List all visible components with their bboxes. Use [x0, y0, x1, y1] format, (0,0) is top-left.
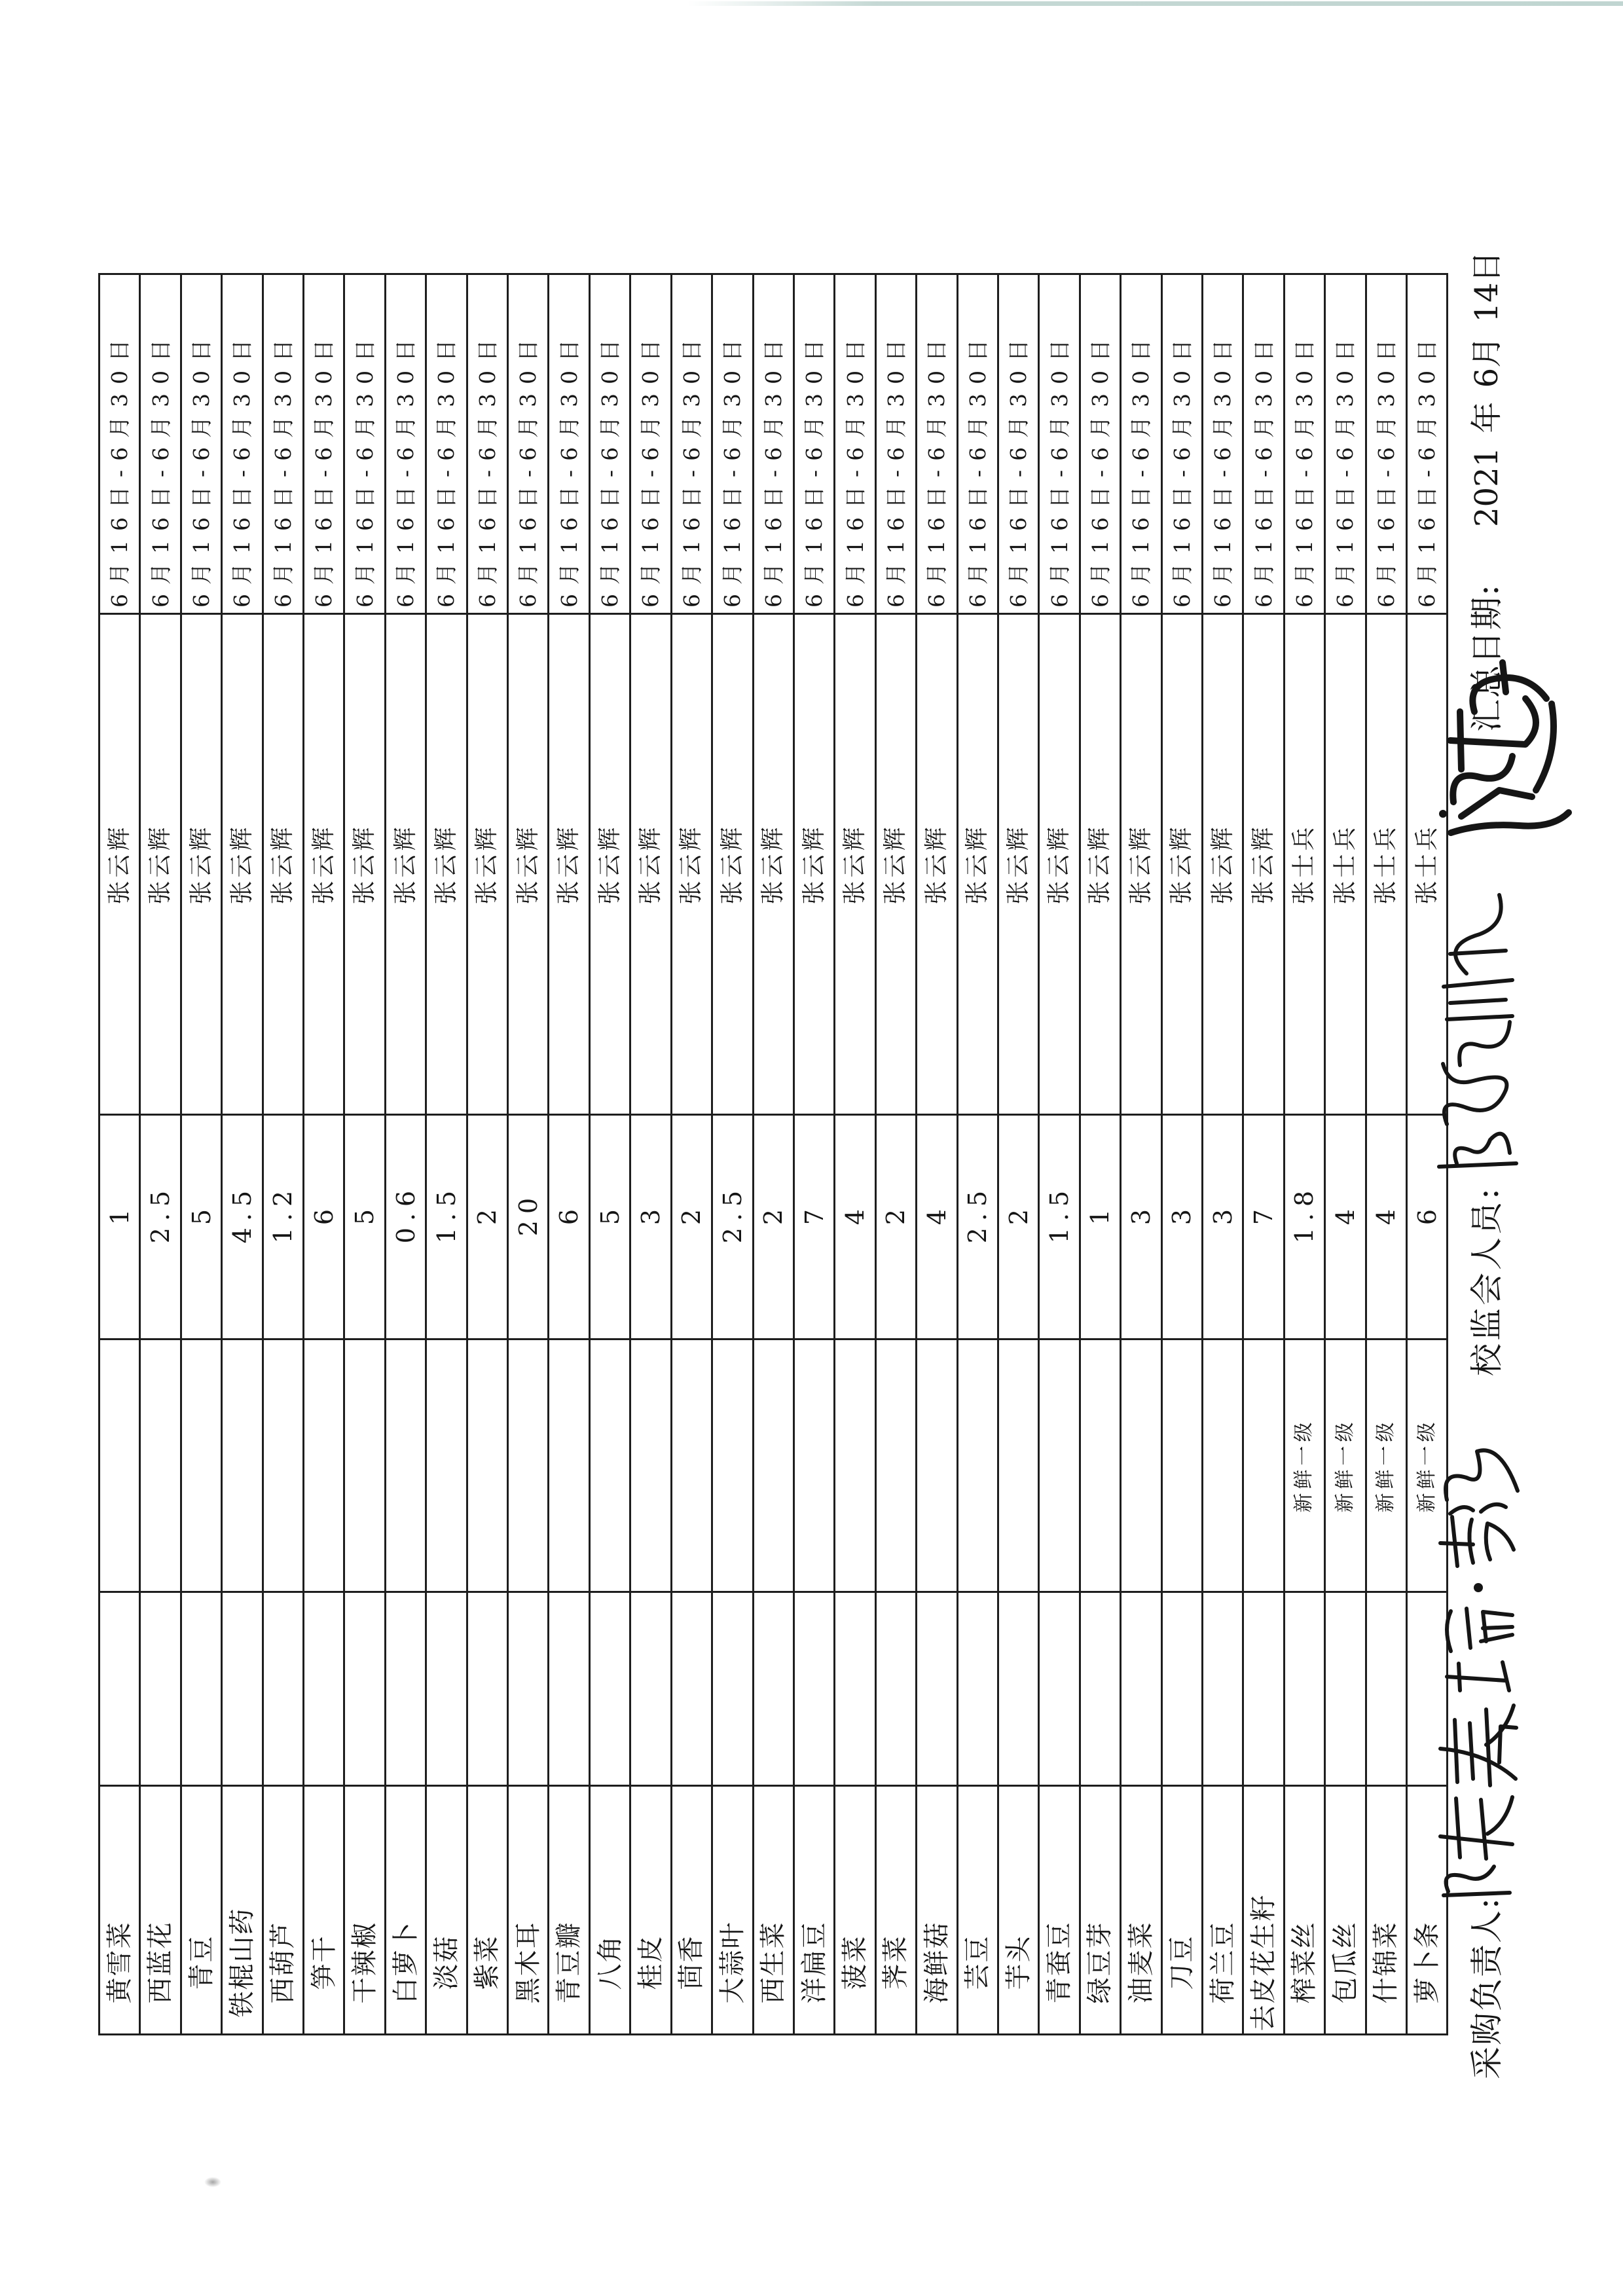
quantity-cell: 2: [998, 1115, 1038, 1339]
table-row: [917, 274, 957, 2035]
grade-cell: [100, 1339, 140, 1592]
blank-cell: [426, 1592, 467, 1786]
blank-cell: [589, 1592, 630, 1786]
blank-cell: [1325, 1592, 1366, 1786]
person-cell: 张云辉: [140, 614, 181, 1115]
period-cell: 6月16日-6月30日: [1080, 274, 1120, 614]
period-cell: 6月16日-6月30日: [957, 274, 998, 614]
period-cell: 6月16日-6月30日: [100, 274, 140, 614]
blank-cell: [549, 1592, 589, 1786]
table-row: [263, 274, 303, 2035]
period-cell: 6月16日-6月30日: [508, 274, 549, 614]
grade-cell: [712, 1339, 753, 1592]
grade-cell: [508, 1339, 549, 1592]
summary-date-label: 汇总日期:: [1468, 583, 1506, 732]
item-name-cell: 海鲜菇: [917, 1786, 957, 2035]
blank-cell: [875, 1592, 916, 1786]
quantity-cell: 6: [304, 1115, 344, 1339]
table-body: [100, 274, 1448, 2035]
table-row: [1121, 274, 1161, 2035]
quantity-cell: 2: [875, 1115, 916, 1339]
quantity-cell: 1: [1080, 1115, 1120, 1339]
period-cell: 6月16日-6月30日: [1243, 274, 1284, 614]
blank-cell: [630, 1592, 671, 1786]
table-row: [793, 274, 834, 2035]
period-cell: 6月16日-6月30日: [344, 274, 385, 614]
item-name-cell: 大蒜叶: [712, 1786, 753, 2035]
item-name-cell: 干辣椒: [344, 1786, 385, 2035]
quantity-cell: 2: [467, 1115, 507, 1339]
quantity-cell: 1: [100, 1115, 140, 1339]
grade-cell: 新鲜一级: [1407, 1339, 1448, 1592]
person-cell: 张云辉: [467, 614, 507, 1115]
period-cell: 6月16日-6月30日: [549, 274, 589, 614]
table-row: [1202, 274, 1243, 2035]
period-cell: 6月16日-6月30日: [630, 274, 671, 614]
grade-cell: 新鲜一级: [1284, 1339, 1324, 1592]
period-cell: 6月16日-6月30日: [140, 274, 181, 614]
grade-cell: [1243, 1339, 1284, 1592]
person-cell: 张士兵: [1366, 614, 1406, 1115]
period-cell: 6月16日-6月30日: [1202, 274, 1243, 614]
item-name-cell: 萝卜条: [1407, 1786, 1448, 2035]
quantity-cell: 3: [1121, 1115, 1161, 1339]
grade-cell: [140, 1339, 181, 1592]
person-cell: 张云辉: [1039, 614, 1080, 1115]
table-row: [304, 274, 344, 2035]
blank-cell: [1039, 1592, 1080, 1786]
blank-cell: [1161, 1592, 1202, 1786]
item-name-cell: 笋干: [304, 1786, 344, 2035]
item-name-cell: 黑木耳: [508, 1786, 549, 2035]
person-cell: 张云辉: [549, 614, 589, 1115]
quantity-cell: 2.5: [140, 1115, 181, 1339]
person-cell: 张云辉: [304, 614, 344, 1115]
purchase-lead-label: 采购负责人:: [1468, 1897, 1506, 2079]
quantity-cell: 4: [1325, 1115, 1366, 1339]
grade-cell: [467, 1339, 507, 1592]
person-cell: 张云辉: [1243, 614, 1284, 1115]
table-row: [957, 274, 998, 2035]
item-name-cell: 油麦菜: [1121, 1786, 1161, 2035]
item-name-cell: 桂皮: [630, 1786, 671, 2035]
grade-cell: [1202, 1339, 1243, 1592]
item-name-cell: 洋扁豆: [793, 1786, 834, 2035]
grade-cell: [304, 1339, 344, 1592]
period-cell: 6月16日-6月30日: [793, 274, 834, 614]
item-name-cell: 包瓜丝: [1325, 1786, 1366, 2035]
period-cell: 6月16日-6月30日: [712, 274, 753, 614]
item-name-cell: 西生菜: [753, 1786, 793, 2035]
supervisor-label: 校监会人员:: [1468, 1186, 1506, 1376]
blank-cell: [1243, 1592, 1284, 1786]
table-row: [1407, 274, 1448, 2035]
item-name-cell: 去皮花生籽: [1243, 1786, 1284, 2035]
person-cell: 张云辉: [344, 614, 385, 1115]
table-row: [753, 274, 793, 2035]
person-cell: 张云辉: [671, 614, 712, 1115]
item-name-cell: 荷兰豆: [1202, 1786, 1243, 2035]
table-row: [1161, 274, 1202, 2035]
quantity-cell: 3: [1202, 1115, 1243, 1339]
person-cell: 张云辉: [630, 614, 671, 1115]
signature-purchase-lead: [1440, 1450, 1518, 1895]
period-cell: 6月16日-6月30日: [998, 274, 1038, 614]
quantity-cell: 2: [671, 1115, 712, 1339]
period-cell: 6月16日-6月30日: [917, 274, 957, 614]
person-cell: 张云辉: [998, 614, 1038, 1115]
person-cell: 张云辉: [835, 614, 875, 1115]
item-name-cell: 淡菇: [426, 1786, 467, 2035]
quantity-cell: 3: [1161, 1115, 1202, 1339]
item-name-cell: 青蚕豆: [1039, 1786, 1080, 2035]
item-name-cell: 白萝卜: [385, 1786, 426, 2035]
grade-cell: [671, 1339, 712, 1592]
quantity-cell: 4.5: [222, 1115, 263, 1339]
person-cell: 张云辉: [1080, 614, 1120, 1115]
person-cell: 张士兵: [1284, 614, 1324, 1115]
person-cell: 张士兵: [1325, 614, 1366, 1115]
blank-cell: [222, 1592, 263, 1786]
person-cell: 张云辉: [385, 614, 426, 1115]
quantity-cell: 7: [793, 1115, 834, 1339]
period-cell: 6月16日-6月30日: [589, 274, 630, 614]
period-cell: 6月16日-6月30日: [1325, 274, 1366, 614]
blank-cell: [1284, 1592, 1324, 1786]
item-name-cell: 铁棍山药: [222, 1786, 263, 2035]
signature-supervisor: [1439, 895, 1516, 1167]
item-name-cell: 荠菜: [875, 1786, 916, 2035]
table-row: [630, 274, 671, 2035]
table-row: [1039, 274, 1080, 2035]
item-name-cell: 绿豆芽: [1080, 1786, 1120, 2035]
person-cell: 张云辉: [1121, 614, 1161, 1115]
blank-cell: [671, 1592, 712, 1786]
grade-cell: [875, 1339, 916, 1592]
person-cell: 张云辉: [753, 614, 793, 1115]
grade-cell: [426, 1339, 467, 1592]
summary-date-value: 2021 年 6月 14日: [1468, 251, 1505, 527]
person-cell: 张云辉: [222, 614, 263, 1115]
quantity-cell: 2.5: [712, 1115, 753, 1339]
table-row: [426, 274, 467, 2035]
period-cell: 6月16日-6月30日: [467, 274, 507, 614]
person-cell: 张云辉: [100, 614, 140, 1115]
grade-cell: [793, 1339, 834, 1592]
grade-cell: [753, 1339, 793, 1592]
blank-cell: [793, 1592, 834, 1786]
table-row: [549, 274, 589, 2035]
quantity-cell: 1.2: [263, 1115, 303, 1339]
table-row: [467, 274, 507, 2035]
grade-cell: [1080, 1339, 1120, 1592]
table-row: [1080, 274, 1120, 2035]
grade-cell: [998, 1339, 1038, 1592]
quantity-cell: 7: [1243, 1115, 1284, 1339]
table-row: [1243, 274, 1284, 2035]
person-cell: 张云辉: [1202, 614, 1243, 1115]
table-row: [508, 274, 549, 2035]
table-row: [875, 274, 916, 2035]
period-cell: 6月16日-6月30日: [835, 274, 875, 614]
procurement-table: [98, 273, 1448, 2035]
quantity-cell: 2: [753, 1115, 793, 1339]
period-cell: 6月16日-6月30日: [1161, 274, 1202, 614]
blank-cell: [753, 1592, 793, 1786]
item-name-cell: 黄雪菜: [100, 1786, 140, 2035]
quantity-cell: 3: [630, 1115, 671, 1339]
period-cell: 6月16日-6月30日: [1407, 274, 1448, 614]
period-cell: 6月16日-6月30日: [875, 274, 916, 614]
person-cell: 张云辉: [1161, 614, 1202, 1115]
quantity-cell: 4: [917, 1115, 957, 1339]
table-row: [222, 274, 263, 2035]
blank-cell: [1366, 1592, 1406, 1786]
person-cell: 张云辉: [917, 614, 957, 1115]
item-name-cell: 茴香: [671, 1786, 712, 2035]
blank-cell: [467, 1592, 507, 1786]
blank-cell: [140, 1592, 181, 1786]
quantity-cell: 1.8: [1284, 1115, 1324, 1339]
item-name-cell: 什锦菜: [1366, 1786, 1406, 2035]
period-cell: 6月16日-6月30日: [181, 274, 221, 614]
grade-cell: [835, 1339, 875, 1592]
table-row: [1366, 274, 1406, 2035]
item-name-cell: 紫菜: [467, 1786, 507, 2035]
blank-cell: [957, 1592, 998, 1786]
quantity-cell: 5: [344, 1115, 385, 1339]
person-cell: 张云辉: [426, 614, 467, 1115]
table-row: [671, 274, 712, 2035]
item-name-cell: 刀豆: [1161, 1786, 1202, 2035]
blank-cell: [712, 1592, 753, 1786]
blank-cell: [917, 1592, 957, 1786]
blank-cell: [263, 1592, 303, 1786]
table-row: [181, 274, 221, 2035]
table-row: [140, 274, 181, 2035]
quantity-cell: 4: [1366, 1115, 1406, 1339]
table-row: [100, 274, 140, 2035]
quantity-cell: 2.5: [957, 1115, 998, 1339]
period-cell: 6月16日-6月30日: [263, 274, 303, 614]
grade-cell: 新鲜一级: [1325, 1339, 1366, 1592]
period-cell: 6月16日-6月30日: [1284, 274, 1324, 614]
table-row: [344, 274, 385, 2035]
blank-cell: [1407, 1592, 1448, 1786]
blank-cell: [100, 1592, 140, 1786]
grade-cell: [1121, 1339, 1161, 1592]
period-cell: 6月16日-6月30日: [671, 274, 712, 614]
person-cell: 张云辉: [875, 614, 916, 1115]
item-name-cell: 八角: [589, 1786, 630, 2035]
item-name-cell: 菠菜: [835, 1786, 875, 2035]
blank-cell: [1121, 1592, 1161, 1786]
grade-cell: [181, 1339, 221, 1592]
person-cell: 张云辉: [712, 614, 753, 1115]
grade-cell: [589, 1339, 630, 1592]
table-row: [835, 274, 875, 2035]
table-row: [998, 274, 1038, 2035]
quantity-cell: 5: [181, 1115, 221, 1339]
grade-cell: [344, 1339, 385, 1592]
table-row: [1325, 274, 1366, 2035]
blank-cell: [1080, 1592, 1120, 1786]
item-name-cell: 西蓝花: [140, 1786, 181, 2035]
grade-cell: [1161, 1339, 1202, 1592]
item-name-cell: 芸豆: [957, 1786, 998, 2035]
table-row: [385, 274, 426, 2035]
blank-cell: [508, 1592, 549, 1786]
grade-cell: [549, 1339, 589, 1592]
table-row: [1284, 274, 1324, 2035]
person-cell: 张云辉: [508, 614, 549, 1115]
quantity-cell: 6: [1407, 1115, 1448, 1339]
person-cell: 张云辉: [589, 614, 630, 1115]
blank-cell: [385, 1592, 426, 1786]
quantity-cell: 0.6: [385, 1115, 426, 1339]
period-cell: 6月16日-6月30日: [304, 274, 344, 614]
person-cell: 张云辉: [957, 614, 998, 1115]
item-name-cell: 榨菜丝: [1284, 1786, 1324, 2035]
item-name-cell: 青豆: [181, 1786, 221, 2035]
table-row: [589, 274, 630, 2035]
grade-cell: [263, 1339, 303, 1592]
table-row: [712, 274, 753, 2035]
grade-cell: [385, 1339, 426, 1592]
blank-cell: [181, 1592, 221, 1786]
blank-cell: [1202, 1592, 1243, 1786]
blank-cell: [835, 1592, 875, 1786]
quantity-cell: 4: [835, 1115, 875, 1339]
grade-cell: [222, 1339, 263, 1592]
blank-cell: [344, 1592, 385, 1786]
quantity-cell: 5: [589, 1115, 630, 1339]
grade-cell: [630, 1339, 671, 1592]
quantity-cell: 20: [508, 1115, 549, 1339]
grade-cell: [1039, 1339, 1080, 1592]
person-cell: 张云辉: [263, 614, 303, 1115]
grade-cell: 新鲜一级: [1366, 1339, 1406, 1592]
quantity-cell: 1.5: [1039, 1115, 1080, 1339]
person-cell: 张云辉: [181, 614, 221, 1115]
grade-cell: [917, 1339, 957, 1592]
period-cell: 6月16日-6月30日: [1366, 274, 1406, 614]
quantity-cell: 1.5: [426, 1115, 467, 1339]
period-cell: 6月16日-6月30日: [1039, 274, 1080, 614]
quantity-cell: 6: [549, 1115, 589, 1339]
blank-cell: [304, 1592, 344, 1786]
blank-cell: [998, 1592, 1038, 1786]
grade-cell: [957, 1339, 998, 1592]
item-name-cell: 青豆瓣: [549, 1786, 589, 2035]
period-cell: 6月16日-6月30日: [426, 274, 467, 614]
period-cell: 6月16日-6月30日: [1121, 274, 1161, 614]
period-cell: 6月16日-6月30日: [753, 274, 793, 614]
person-cell: 张士兵: [1407, 614, 1448, 1115]
person-cell: 张云辉: [793, 614, 834, 1115]
item-name-cell: 西葫芦: [263, 1786, 303, 2035]
period-cell: 6月16日-6月30日: [385, 274, 426, 614]
item-name-cell: 芋头: [998, 1786, 1038, 2035]
period-cell: 6月16日-6月30日: [222, 274, 263, 614]
